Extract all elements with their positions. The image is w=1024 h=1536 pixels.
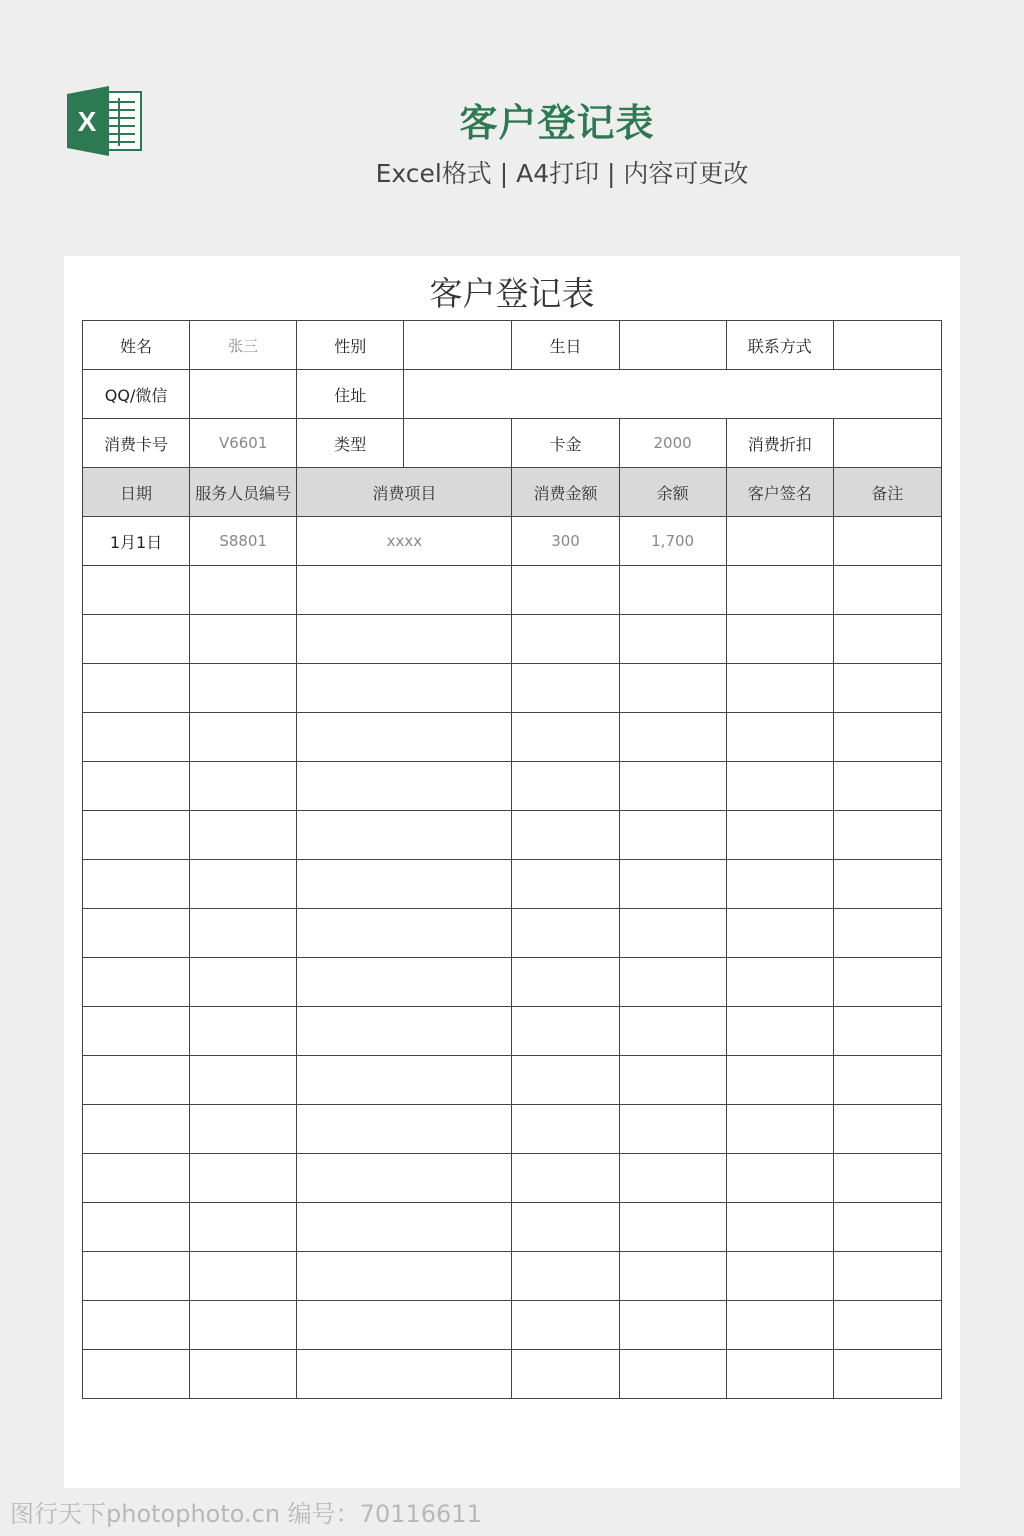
item-cell[interactable] xyxy=(297,1007,512,1056)
amount-cell[interactable] xyxy=(512,1154,619,1203)
table-row xyxy=(83,566,942,615)
column-header: 服务人员编号 xyxy=(190,468,297,517)
table-row xyxy=(83,615,942,664)
info-row-2 xyxy=(83,370,942,419)
page-title: 客户登记表 xyxy=(459,101,655,145)
amount-cell[interactable] xyxy=(512,566,619,615)
gender-value[interactable] xyxy=(404,321,512,370)
amount-cell[interactable] xyxy=(512,713,619,762)
item-cell[interactable]: xxxx xyxy=(297,517,512,566)
birthday-label: 生日 xyxy=(512,321,619,370)
staff-id-cell[interactable] xyxy=(190,1203,297,1252)
item-cell[interactable] xyxy=(297,664,512,713)
balance-cell[interactable] xyxy=(619,811,726,860)
table-row xyxy=(83,1301,942,1350)
name-label: 姓名 xyxy=(83,321,190,370)
balance-cell[interactable] xyxy=(619,1056,726,1105)
date-cell[interactable] xyxy=(83,713,190,762)
table-row xyxy=(83,1252,942,1301)
signature-cell[interactable] xyxy=(726,566,833,615)
date-cell[interactable] xyxy=(83,811,190,860)
signature-cell[interactable] xyxy=(726,958,833,1007)
table-row xyxy=(83,1154,942,1203)
balance-cell[interactable] xyxy=(619,1007,726,1056)
discount-value[interactable] xyxy=(833,419,941,468)
table-row xyxy=(83,1350,942,1399)
balance-cell[interactable] xyxy=(619,1301,726,1350)
balance-cell[interactable] xyxy=(619,1154,726,1203)
column-header-row xyxy=(83,468,942,517)
staff-id-cell[interactable] xyxy=(190,566,297,615)
discount-label: 消费折扣 xyxy=(726,419,833,468)
date-cell[interactable] xyxy=(83,958,190,1007)
name-value[interactable]: 张三 xyxy=(190,321,297,370)
remark-cell[interactable] xyxy=(833,1301,941,1350)
item-cell[interactable] xyxy=(297,1056,512,1105)
column-header: 客户签名 xyxy=(726,468,833,517)
info-row-1 xyxy=(83,321,942,370)
table-row xyxy=(83,1056,942,1105)
staff-id-cell[interactable] xyxy=(190,958,297,1007)
item-cell[interactable] xyxy=(297,1203,512,1252)
staff-id-cell[interactable]: S8801 xyxy=(190,517,297,566)
table-row xyxy=(83,517,942,566)
amount-cell[interactable] xyxy=(512,1105,619,1154)
remark-cell[interactable] xyxy=(833,1154,941,1203)
item-cell[interactable] xyxy=(297,811,512,860)
amount-cell[interactable] xyxy=(512,958,619,1007)
date-cell[interactable]: 1月1日 xyxy=(83,517,190,566)
remark-cell[interactable] xyxy=(833,909,941,958)
staff-id-cell[interactable] xyxy=(190,1301,297,1350)
remark-cell[interactable] xyxy=(833,713,941,762)
signature-cell[interactable] xyxy=(726,1350,833,1399)
remark-cell[interactable] xyxy=(833,1203,941,1252)
balance-cell[interactable] xyxy=(619,1203,726,1252)
amount-cell[interactable] xyxy=(512,1350,619,1399)
qq-label: QQ/微信 xyxy=(83,370,190,419)
item-cell[interactable] xyxy=(297,1301,512,1350)
item-cell[interactable] xyxy=(297,1105,512,1154)
balance-cell[interactable] xyxy=(619,1105,726,1154)
table-row xyxy=(83,1203,942,1252)
balance-cell[interactable] xyxy=(619,566,726,615)
remark-cell[interactable] xyxy=(833,1056,941,1105)
item-cell[interactable] xyxy=(297,909,512,958)
item-cell[interactable] xyxy=(297,762,512,811)
staff-id-cell[interactable] xyxy=(190,1154,297,1203)
date-cell[interactable] xyxy=(83,615,190,664)
remark-cell[interactable] xyxy=(833,958,941,1007)
signature-cell[interactable] xyxy=(726,517,833,566)
staff-id-cell[interactable] xyxy=(190,762,297,811)
remark-cell[interactable] xyxy=(833,1252,941,1301)
remark-cell[interactable] xyxy=(833,1350,941,1399)
balance-label: 卡金 xyxy=(512,419,619,468)
date-cell[interactable] xyxy=(83,1056,190,1105)
staff-id-cell[interactable] xyxy=(190,909,297,958)
date-cell[interactable] xyxy=(83,664,190,713)
date-cell[interactable] xyxy=(83,1252,190,1301)
table-row xyxy=(83,909,942,958)
signature-cell[interactable] xyxy=(726,1056,833,1105)
date-cell[interactable] xyxy=(83,1007,190,1056)
card-value[interactable]: V6601 xyxy=(190,419,297,468)
table-row xyxy=(83,713,942,762)
signature-cell[interactable] xyxy=(726,1252,833,1301)
signature-cell[interactable] xyxy=(726,762,833,811)
table-row xyxy=(83,958,942,1007)
contact-value[interactable] xyxy=(833,321,941,370)
table-row xyxy=(83,1007,942,1056)
column-header: 日期 xyxy=(83,468,190,517)
amount-cell[interactable] xyxy=(512,1203,619,1252)
table-row xyxy=(83,1105,942,1154)
balance-cell[interactable] xyxy=(619,909,726,958)
item-cell[interactable] xyxy=(297,615,512,664)
svg-text:X: X xyxy=(77,106,97,137)
gender-label: 性别 xyxy=(297,321,404,370)
contact-label: 联系方式 xyxy=(726,321,833,370)
column-header: 消费金额 xyxy=(512,468,619,517)
date-cell[interactable] xyxy=(83,1154,190,1203)
item-cell[interactable] xyxy=(297,1252,512,1301)
item-cell[interactable] xyxy=(297,566,512,615)
staff-id-cell[interactable] xyxy=(190,860,297,909)
amount-cell[interactable] xyxy=(512,1301,619,1350)
item-cell[interactable] xyxy=(297,1154,512,1203)
signature-cell[interactable] xyxy=(726,1301,833,1350)
balance-cell[interactable]: 1,700 xyxy=(619,517,726,566)
registration-table xyxy=(82,320,942,1399)
column-header: 消费项目 xyxy=(297,468,512,517)
date-cell[interactable] xyxy=(83,1203,190,1252)
item-cell[interactable] xyxy=(297,713,512,762)
table-row xyxy=(83,664,942,713)
balance-cell[interactable] xyxy=(619,1350,726,1399)
birthday-value[interactable] xyxy=(619,321,726,370)
signature-cell[interactable] xyxy=(726,713,833,762)
remark-cell[interactable] xyxy=(833,762,941,811)
column-header: 余额 xyxy=(619,468,726,517)
staff-id-cell[interactable] xyxy=(190,713,297,762)
card-label: 消费卡号 xyxy=(83,419,190,468)
remark-cell[interactable] xyxy=(833,566,941,615)
balance-cell[interactable] xyxy=(619,664,726,713)
date-cell[interactable] xyxy=(83,762,190,811)
date-cell[interactable] xyxy=(83,1350,190,1399)
signature-cell[interactable] xyxy=(726,1105,833,1154)
staff-id-cell[interactable] xyxy=(190,811,297,860)
date-cell[interactable] xyxy=(83,1105,190,1154)
table-row xyxy=(83,811,942,860)
info-row-3 xyxy=(83,419,942,468)
balance-cell[interactable] xyxy=(619,615,726,664)
address-value[interactable] xyxy=(404,370,942,419)
date-cell[interactable] xyxy=(83,1301,190,1350)
balance-cell[interactable] xyxy=(619,860,726,909)
remark-cell[interactable] xyxy=(833,1007,941,1056)
item-cell[interactable] xyxy=(297,958,512,1007)
remark-cell[interactable] xyxy=(833,517,941,566)
date-cell[interactable] xyxy=(83,566,190,615)
signature-cell[interactable] xyxy=(726,909,833,958)
signature-cell[interactable] xyxy=(726,860,833,909)
balance-cell[interactable] xyxy=(619,958,726,1007)
staff-id-cell[interactable] xyxy=(190,615,297,664)
remark-cell[interactable] xyxy=(833,664,941,713)
type-value[interactable] xyxy=(404,419,512,468)
amount-cell[interactable] xyxy=(512,762,619,811)
table-row xyxy=(83,762,942,811)
balance-cell[interactable] xyxy=(619,713,726,762)
amount-cell[interactable] xyxy=(512,615,619,664)
amount-cell[interactable] xyxy=(512,811,619,860)
item-cell[interactable] xyxy=(297,860,512,909)
date-cell[interactable] xyxy=(83,860,190,909)
balance-cell[interactable] xyxy=(619,762,726,811)
amount-cell[interactable] xyxy=(512,664,619,713)
amount-cell[interactable] xyxy=(512,909,619,958)
amount-cell[interactable] xyxy=(512,1007,619,1056)
page-subtitle: Excel格式 | A4打印 | 内容可更改 xyxy=(375,159,749,188)
signature-cell[interactable] xyxy=(726,1203,833,1252)
staff-id-cell[interactable] xyxy=(190,1007,297,1056)
signature-cell[interactable] xyxy=(726,615,833,664)
staff-id-cell[interactable] xyxy=(190,1252,297,1301)
remark-cell[interactable] xyxy=(833,615,941,664)
signature-cell[interactable] xyxy=(726,1154,833,1203)
column-header: 备注 xyxy=(833,468,941,517)
watermark: 图行天下photophoto.cn 编号：70116611 xyxy=(10,1500,482,1528)
signature-cell[interactable] xyxy=(726,664,833,713)
signature-cell[interactable] xyxy=(726,811,833,860)
staff-id-cell[interactable] xyxy=(190,1056,297,1105)
type-label: 类型 xyxy=(297,419,404,468)
amount-cell[interactable] xyxy=(512,1056,619,1105)
qq-value[interactable] xyxy=(190,370,297,419)
staff-id-cell[interactable] xyxy=(190,664,297,713)
remark-cell[interactable] xyxy=(833,811,941,860)
staff-id-cell[interactable] xyxy=(190,1105,297,1154)
remark-cell[interactable] xyxy=(833,1105,941,1154)
document-title: 客户登记表 xyxy=(429,274,595,313)
balance-value[interactable]: 2000 xyxy=(619,419,726,468)
signature-cell[interactable] xyxy=(726,1007,833,1056)
staff-id-cell[interactable] xyxy=(190,1350,297,1399)
address-label: 住址 xyxy=(297,370,404,419)
amount-cell[interactable]: 300 xyxy=(512,517,619,566)
table-row xyxy=(83,860,942,909)
amount-cell[interactable] xyxy=(512,860,619,909)
date-cell[interactable] xyxy=(83,909,190,958)
item-cell[interactable] xyxy=(297,1350,512,1399)
amount-cell[interactable] xyxy=(512,1252,619,1301)
balance-cell[interactable] xyxy=(619,1252,726,1301)
remark-cell[interactable] xyxy=(833,860,941,909)
